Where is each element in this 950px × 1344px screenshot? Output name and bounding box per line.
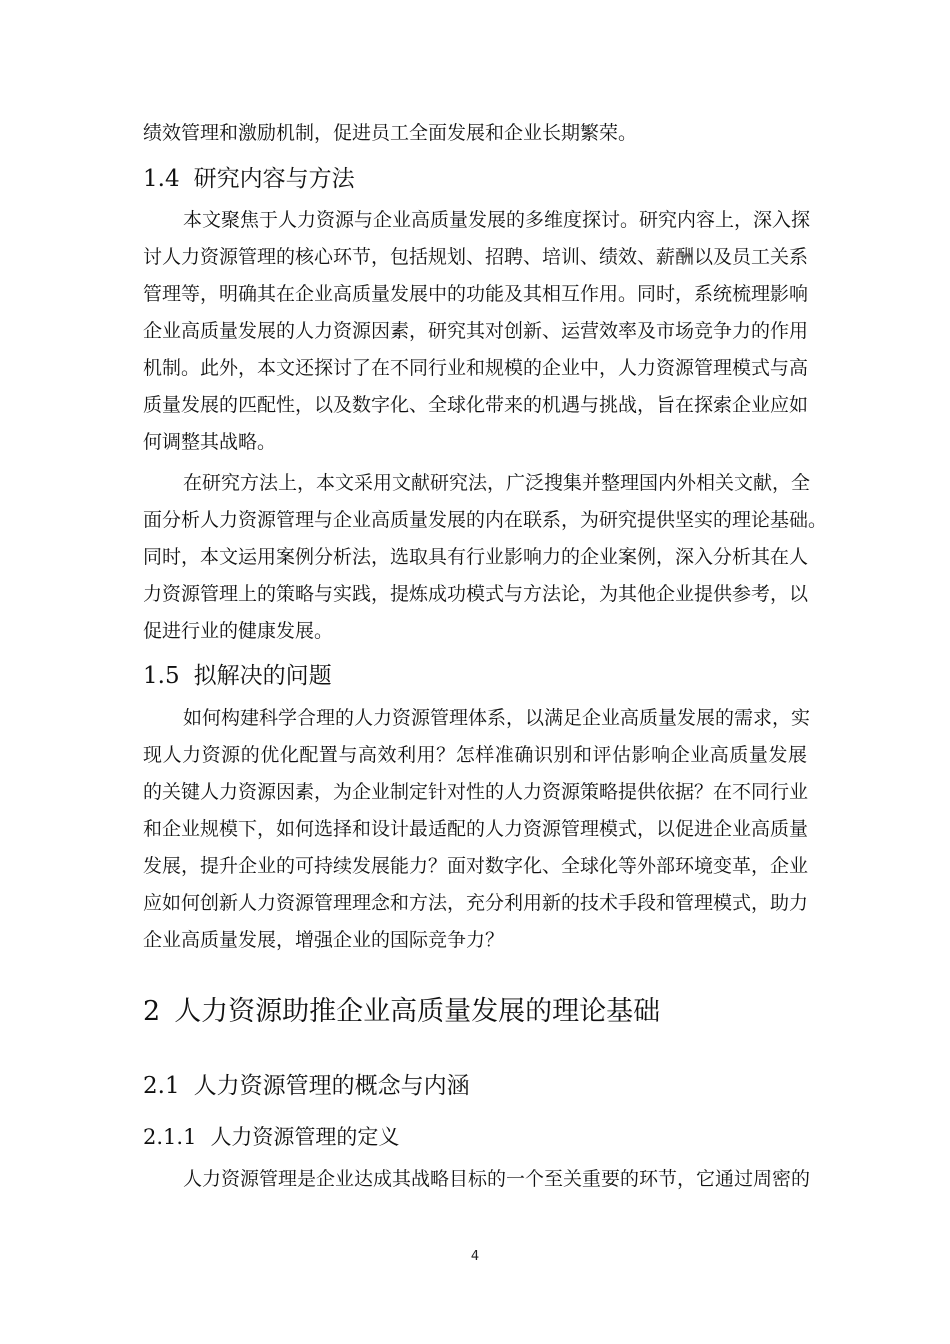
paragraph-line: 管理等，明确其在企业高质量发展中的功能及其相互作用。同时，系统梳理影响	[143, 283, 809, 305]
paragraph-line: 促进行业的健康发展。	[143, 620, 334, 642]
section-number: 1.5	[143, 663, 180, 689]
paragraph-line: 企业高质量发展的人力资源因素，研究其对创新、运营效率及市场竞争力的作用	[143, 320, 809, 342]
paragraph-line: 应如何创新人力资源管理理念和方法，充分利用新的技术手段和管理模式，助力	[143, 892, 809, 914]
paragraph-line: 人力资源管理是企业达成其战略目标的一个至关重要的环节，它通过周密的	[183, 1168, 811, 1190]
paragraph-line: 和企业规模下，如何选择和设计最适配的人力资源管理模式，以促进企业高质量	[143, 818, 809, 840]
section-heading-2-1	[143, 1071, 470, 1101]
section-title: 拟解决的问题	[193, 663, 332, 689]
section-number: 2.1	[143, 1073, 180, 1099]
paragraph-line: 的关键人力资源因素，为企业制定针对性的人力资源策略提供依据？在不同行业	[143, 781, 809, 803]
section-number: 1.4	[143, 166, 180, 192]
paragraph-line: 绩效管理和激励机制，促进员工全面发展和企业长期繁荣。	[143, 122, 638, 144]
chapter-title: 人力资源助推企业高质量发展的理论基础	[174, 996, 661, 1027]
paragraph-line: 同时，本文运用案例分析法，选取具有行业影响力的企业案例，深入分析其在人	[143, 546, 809, 568]
paragraph-line: 现人力资源的优化配置与高效利用？怎样准确识别和评估影响企业高质量发展	[143, 744, 807, 766]
paragraph-line: 质量发展的匹配性，以及数字化、全球化带来的机遇与挑战，旨在探索企业应如	[143, 394, 809, 416]
paragraph-line: 讨人力资源管理的核心环节，包括规划、招聘、培训、绩效、薪酬以及员工关系	[143, 246, 809, 268]
section-title: 研究内容与方法	[193, 166, 355, 192]
subsection-heading-2-1-1	[143, 1123, 399, 1151]
subsection-title: 人力资源管理的定义	[210, 1125, 400, 1149]
section-title: 人力资源管理的概念与内涵	[193, 1073, 470, 1099]
section-heading-1-4	[143, 164, 355, 194]
paragraph-line: 面分析人力资源管理与企业高质量发展的内在联系，为研究提供坚实的理论基础。	[143, 509, 828, 531]
paragraph-line: 本文聚焦于人力资源与企业高质量发展的多维度探讨。研究内容上，深入探	[183, 209, 811, 231]
page-number: 4	[470, 1249, 480, 1264]
paragraph-line: 企业高质量发展，增强企业的国际竞争力？	[143, 929, 505, 951]
paragraph-line: 如何构建科学合理的人力资源管理体系，以满足企业高质量发展的需求，实	[183, 707, 811, 729]
subsection-number: 2.1.1	[143, 1125, 197, 1149]
chapter-number: 2	[143, 996, 161, 1027]
paragraph-line: 何调整其战略。	[143, 431, 277, 453]
paragraph-line: 机制。此外，本文还探讨了在不同行业和规模的企业中，人力资源管理模式与高	[143, 357, 809, 379]
paragraph-line: 力资源管理上的策略与实践，提炼成功模式与方法论，为其他企业提供参考，以	[143, 583, 809, 605]
section-heading-1-5	[143, 661, 332, 691]
chapter-heading-2	[143, 995, 660, 1029]
paragraph-line: 发展，提升企业的可持续发展能力？面对数字化、全球化等外部环境变革，企业	[143, 855, 809, 877]
paragraph-line: 在研究方法上，本文采用文献研究法，广泛搜集并整理国内外相关文献，全	[183, 472, 811, 494]
